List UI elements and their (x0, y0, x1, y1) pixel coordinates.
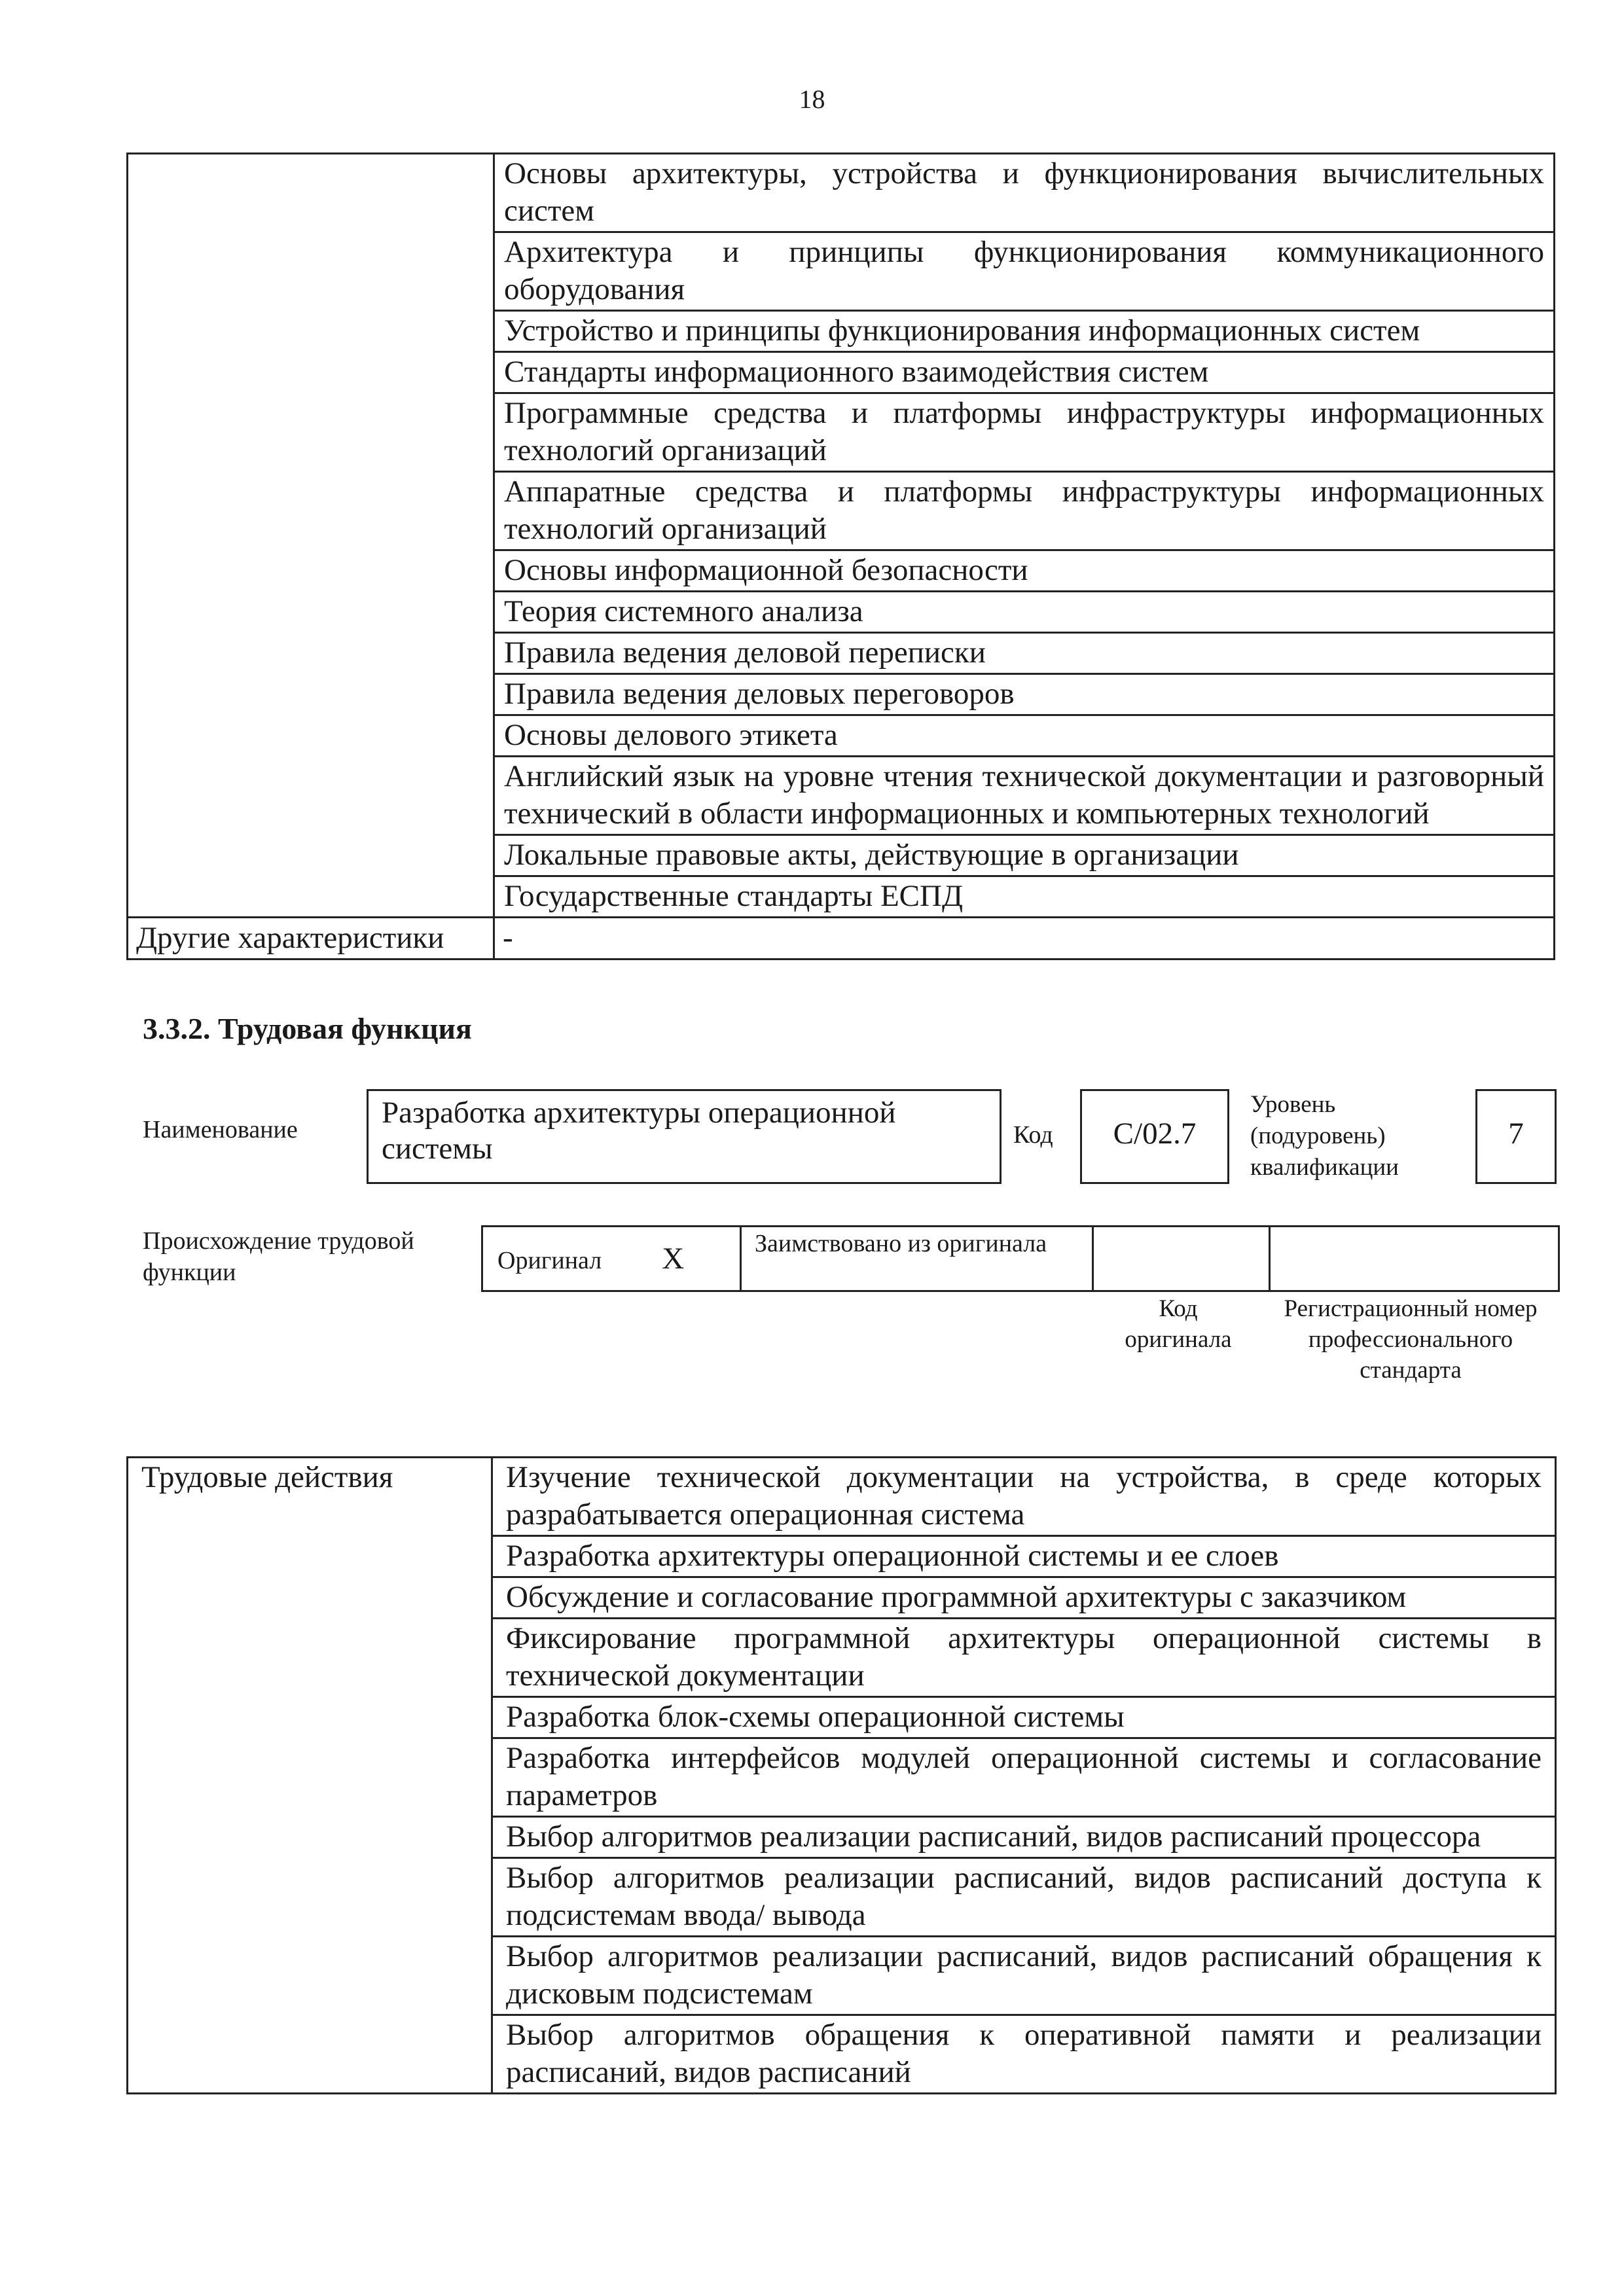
borrowed-cell: Заимствовано из оригинала (741, 1227, 1093, 1291)
actions-table-body (128, 1458, 1556, 2094)
table-row (128, 918, 1555, 960)
name-label: Наименование (143, 1116, 298, 1143)
knowledge-item: Основы делового этикета (494, 715, 1555, 757)
knowledge-table (126, 152, 1555, 960)
labor-action-item: Выбор алгоритмов реализации расписаний, видов расписаний обращения к дисковым подсистемам (492, 1937, 1556, 2015)
knowledge-item: Стандарты информационного взаимодействия систем (494, 352, 1555, 393)
knowledge-item: Локальные правовые акты, действующие в организации (494, 835, 1555, 876)
knowledge-item: Основы информационной безопасности (494, 550, 1555, 592)
actions-table (126, 1456, 1557, 2094)
knowledge-item: Устройство и принципы функционирования информационных систем (494, 311, 1555, 352)
labor-action-item: Изучение технической документации на устройства, в среде которых разрабатывается операционная система (492, 1458, 1556, 1536)
function-code-box: С/02.7 (1080, 1089, 1229, 1184)
knowledge-label-cell (128, 154, 494, 918)
labor-action-item: Фиксирование программной архитектуры операционной системы в технической документации (492, 1619, 1556, 1697)
knowledge-item: Программные средства и платформы инфраструктуры информационных технологий организаций (494, 393, 1555, 472)
original-code-cell (1093, 1227, 1270, 1291)
knowledge-item: Теория системного анализа (494, 592, 1555, 633)
labor-action-item: Выбор алгоритмов реализации расписаний, видов расписаний доступа к подсистемам ввода/ вывода (492, 1858, 1556, 1937)
labor-action-item: Разработка блок-схемы операционной системы (492, 1697, 1556, 1738)
labor-action-item: Выбор алгоритмов обращения к оперативной памяти и реализации расписаний, видов расписаний (492, 2015, 1556, 2094)
labor-action-item: Разработка интерфейсов модулей операционной системы и согласование параметров (492, 1738, 1556, 1817)
function-name-box: Разработка архитектуры операционной системы (367, 1089, 1001, 1184)
knowledge-item: Английский язык на уровне чтения технической документации и разговорный технический в области информационных и компьютерных технологий (494, 757, 1555, 835)
knowledge-item: Государственные стандарты ЕСПД (494, 876, 1555, 918)
knowledge-item: Правила ведения деловой переписки (494, 633, 1555, 674)
origin-label: Происхождение трудовой функции (143, 1227, 414, 1286)
knowledge-item: Правила ведения деловых переговоров (494, 674, 1555, 715)
labor-action-item: Выбор алгоритмов реализации расписаний, видов расписаний процессора (492, 1817, 1556, 1858)
knowledge-item: Основы архитектуры, устройства и функционирования вычислительных систем (494, 154, 1555, 232)
labor-action-item: Обсуждение и согласование программной архитектуры с заказчиком (492, 1577, 1556, 1619)
origin-table (481, 1225, 1560, 1292)
qualification-level-box: 7 (1475, 1089, 1557, 1184)
qualification-level-label: Уровень (подуровень) квалификации (1250, 1091, 1399, 1181)
registration-number-caption: Регистрационный номер профессионального стандарта (1284, 1295, 1538, 1384)
table-row (482, 1227, 1559, 1291)
knowledge-item: Аппаратные средства и платформы инфраструктуры информационных технологий организаций (494, 472, 1555, 550)
other-characteristics-label: Другие характеристики (128, 918, 494, 960)
other-characteristics-value: - (494, 918, 1555, 960)
knowledge-table-body (128, 154, 1555, 960)
original-cell (482, 1227, 741, 1291)
original-mark: X (662, 1242, 685, 1276)
section-heading: 3.3.2. Трудовая функция (143, 1012, 472, 1045)
page-number: 18 (799, 84, 825, 114)
table-row (128, 154, 1555, 232)
labor-actions-label: Трудовые действия (128, 1458, 492, 2094)
original-label: Оригинал (497, 1247, 602, 1274)
registration-number-cell (1270, 1227, 1559, 1291)
knowledge-item: Архитектура и принципы функционирования коммуникационного оборудования (494, 232, 1555, 311)
code-label: Код (1013, 1121, 1053, 1149)
labor-action-item: Разработка архитектуры операционной системы и ее слоев (492, 1536, 1556, 1577)
table-row (128, 1458, 1556, 1536)
code-original-caption: Код оригинала (1125, 1295, 1232, 1353)
